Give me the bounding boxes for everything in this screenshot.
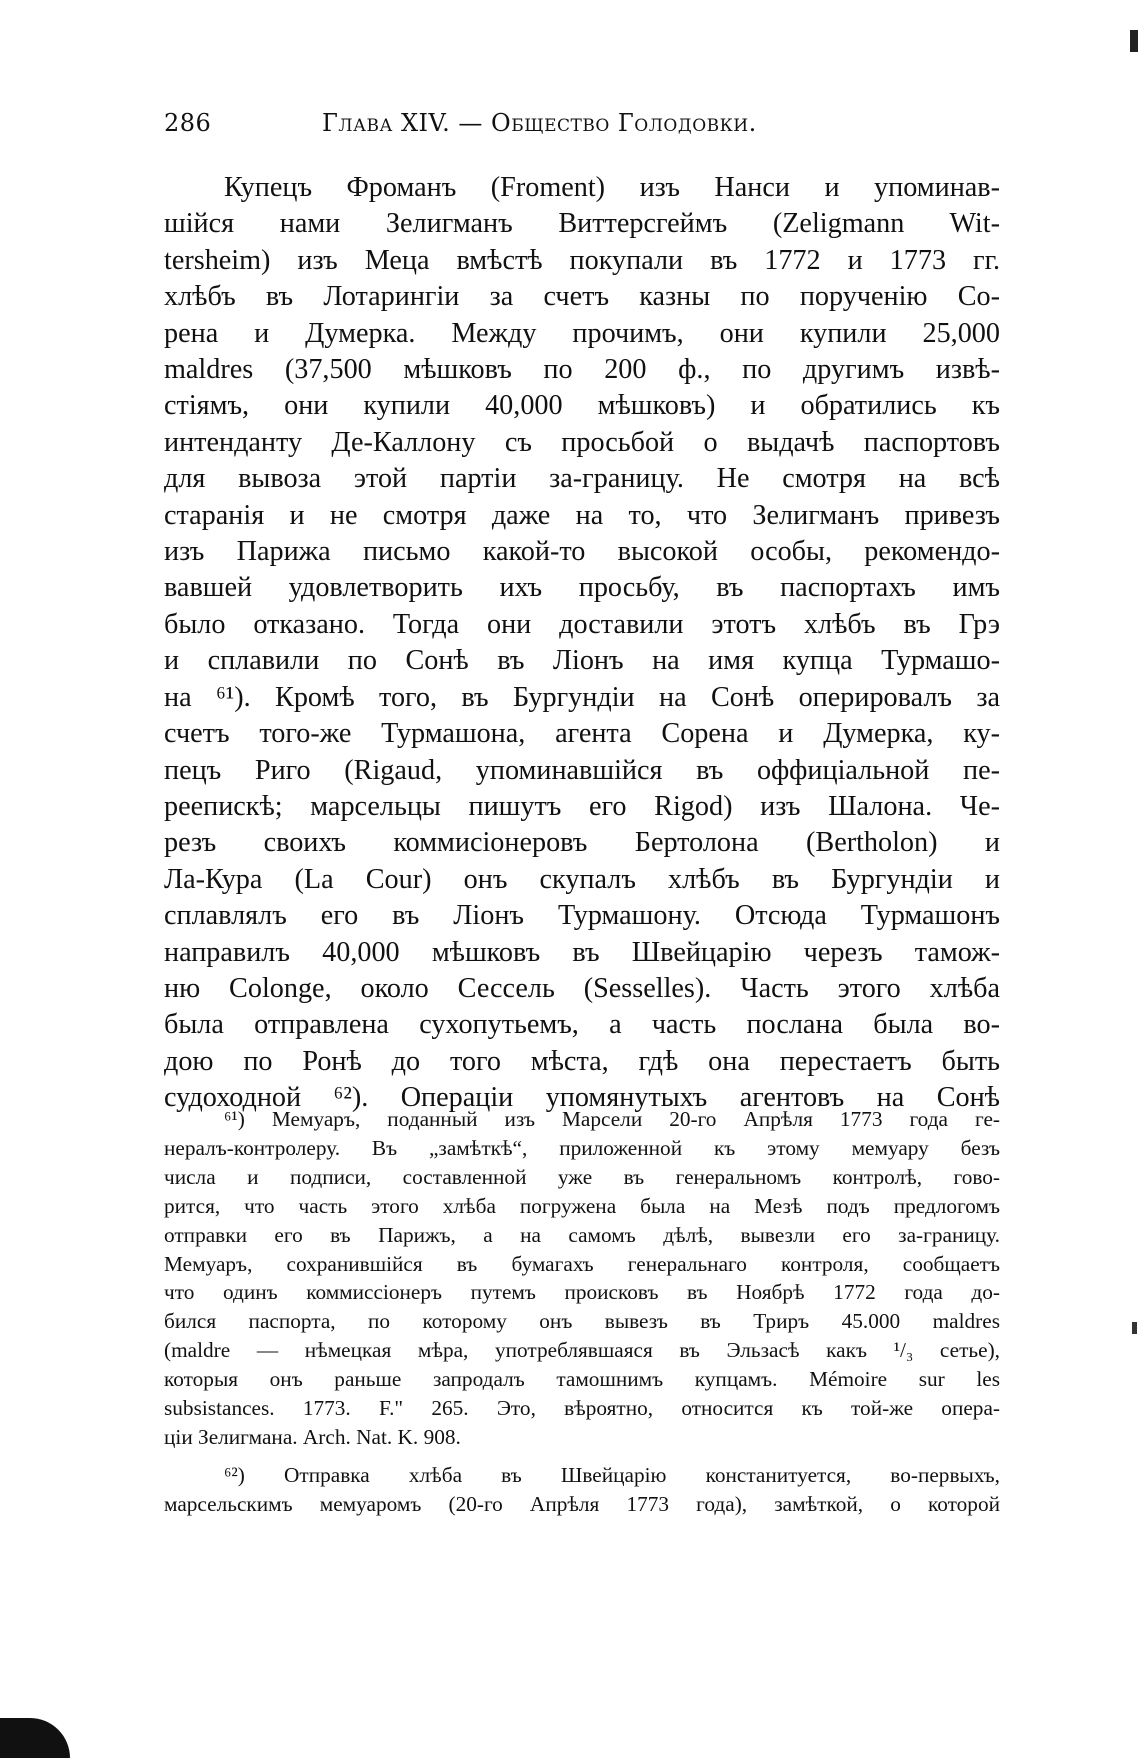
text-line: хлѣбъ въ Лотарингіи за счетъ казны по порученію Со- bbox=[164, 281, 1000, 313]
scan-edge-mark bbox=[1130, 30, 1138, 52]
main-text bbox=[164, 170, 1000, 1117]
footnote-line: (maldre — нѣмецкая мѣра, употреблявшаяся въ Эльзасѣ какъ ¹/₃ сетье), bbox=[164, 1338, 1000, 1363]
text-line: на ⁶¹). Кромѣ того, въ Бургундіи на Сонѣ оперировалъ за bbox=[164, 681, 1000, 713]
text-line: рена и Думерка. Между прочимъ, они купили 25,000 bbox=[164, 317, 1000, 349]
scan-edge-mark bbox=[1132, 1322, 1137, 1334]
text-line: интенданту Де-Каллону съ просьбой о выдачѣ паспортовъ bbox=[164, 426, 1000, 458]
text-line: счетъ того-же Турмашона, агента Сорена и Думерка, ку- bbox=[164, 718, 1000, 750]
footnote-62 bbox=[164, 1461, 1000, 1519]
footnote-line: числа и подписи, составленной уже въ генеральномъ контролѣ, гово- bbox=[164, 1164, 1000, 1189]
text-line: было отказано. Тогда они доставили этотъ хлѣбъ въ Грэ bbox=[164, 608, 1000, 640]
footnote-line: марсельскимъ мемуаромъ (20-го Апрѣля 1773 года), замѣткой, о которой bbox=[164, 1491, 1000, 1516]
text-line: пецъ Риго (Rigaud, упоминавшійся въ оффиціальной пе- bbox=[164, 754, 1000, 786]
footnote-line: subsistances. 1773. F." 265. Это, вѣроятно, относится къ той-же опера- bbox=[164, 1396, 1000, 1421]
text-line: tersheim) изъ Меца вмѣстѣ покупали въ 1772 и 1773 гг. bbox=[164, 244, 1000, 276]
text-line: шійся нами Зелигманъ Виттерсгеймъ (Zeligmann Wit- bbox=[164, 208, 1000, 240]
text-line: дою по Ронѣ до того мѣста, гдѣ она перестаетъ быть bbox=[164, 1045, 1000, 1077]
text-line: для вывоза этой партіи за-границу. Не смотря на всѣ bbox=[164, 463, 1000, 495]
footnote-line: нералъ-контролеру. Въ „замѣткѣ“, приложенной къ этому мемуару безъ bbox=[164, 1135, 1000, 1160]
running-head: Глава XIV. — Общество Голодовки. bbox=[322, 109, 757, 137]
text-line: изъ Парижа письмо какой-то высокой особы, рекомендо- bbox=[164, 536, 1000, 568]
footnote-line: ⁶¹) Мемуаръ, поданный изъ Марсели 20-го Апрѣля 1773 года ге- bbox=[224, 1107, 1000, 1131]
text-line: направилъ 40,000 мѣшковъ въ Швейцарію черезъ тамож- bbox=[164, 936, 1000, 968]
text-line: maldres (37,500 мѣшковъ по 200 ф., по другимъ извѣ- bbox=[164, 354, 1000, 386]
text-line: резъ своихъ коммисіонеровъ Бертолона (Bertholon) и bbox=[164, 827, 1000, 859]
footnote-line: рится, что часть этого хлѣба погружена была на Мезѣ подъ предлогомъ bbox=[164, 1193, 1000, 1218]
text-line: стіямъ, они купили 40,000 мѣшковъ) и обратились къ bbox=[164, 390, 1000, 422]
footnote-line: Мемуаръ, сохранившійся въ бумагахъ генеральнаго контроля, сообщаетъ bbox=[164, 1251, 1000, 1276]
footnotes bbox=[164, 1105, 1000, 1528]
footnote-line: отправки его въ Парижъ, а на самомъ дѣлѣ, вывезли его за-границу. bbox=[164, 1222, 1000, 1247]
footnote-line: бился паспорта, по которому онъ вывезъ въ Триръ 45.000 maldres bbox=[164, 1309, 1000, 1334]
footnote-line: ⁶²) Отправка хлѣба въ Швейцарію констанитуется, во-первыхъ, bbox=[224, 1462, 1000, 1487]
footnote-line: что одинъ коммиссіонеръ путемъ происковъ въ Ноябрѣ 1772 года до- bbox=[164, 1280, 1000, 1305]
footnote-line: ціи Зелигмана. Arch. Nat. K. 908. bbox=[164, 1424, 461, 1449]
text-line: ню Colonge, около Сессель (Sesselles). Часть этого хлѣба bbox=[164, 972, 1000, 1004]
text-line: вавшей удовлетворить ихъ просьбу, въ паспортахъ имъ bbox=[164, 572, 1000, 604]
text-line: реепискѣ; марсельцы пишутъ его Rigod) изъ Шалона. Че- bbox=[164, 790, 1000, 822]
text-line: Купецъ Фроманъ (Froment) изъ Нанси и упоминав- bbox=[224, 172, 1000, 203]
scan-blot bbox=[0, 1718, 70, 1758]
footnote-line: которыя онъ раньше запродалъ тамошнимъ купцамъ. Mémoire sur les bbox=[164, 1367, 1000, 1392]
text-line: и сплавили по Сонѣ въ Ліонъ на имя купца Турмашо- bbox=[164, 645, 1000, 677]
text-line: Ла-Кура (La Cour) онъ скупалъ хлѣбъ въ Бургундіи и bbox=[164, 863, 1000, 895]
text-line: была отправлена сухопутьемъ, а часть послана была во- bbox=[164, 1009, 1000, 1041]
text-line: сплавлялъ его въ Ліонъ Турмашону. Отсюда Турмашонъ bbox=[164, 900, 1000, 932]
text-line: судоходной ⁶²). Операціи упомянутыхъ агентовъ на Сонѣ bbox=[164, 1082, 1000, 1114]
page-number: 286 bbox=[164, 109, 212, 137]
footnote-61 bbox=[164, 1105, 1000, 1452]
text-line: старанія и не смотря даже на то, что Зелигманъ привезъ bbox=[164, 499, 1000, 531]
